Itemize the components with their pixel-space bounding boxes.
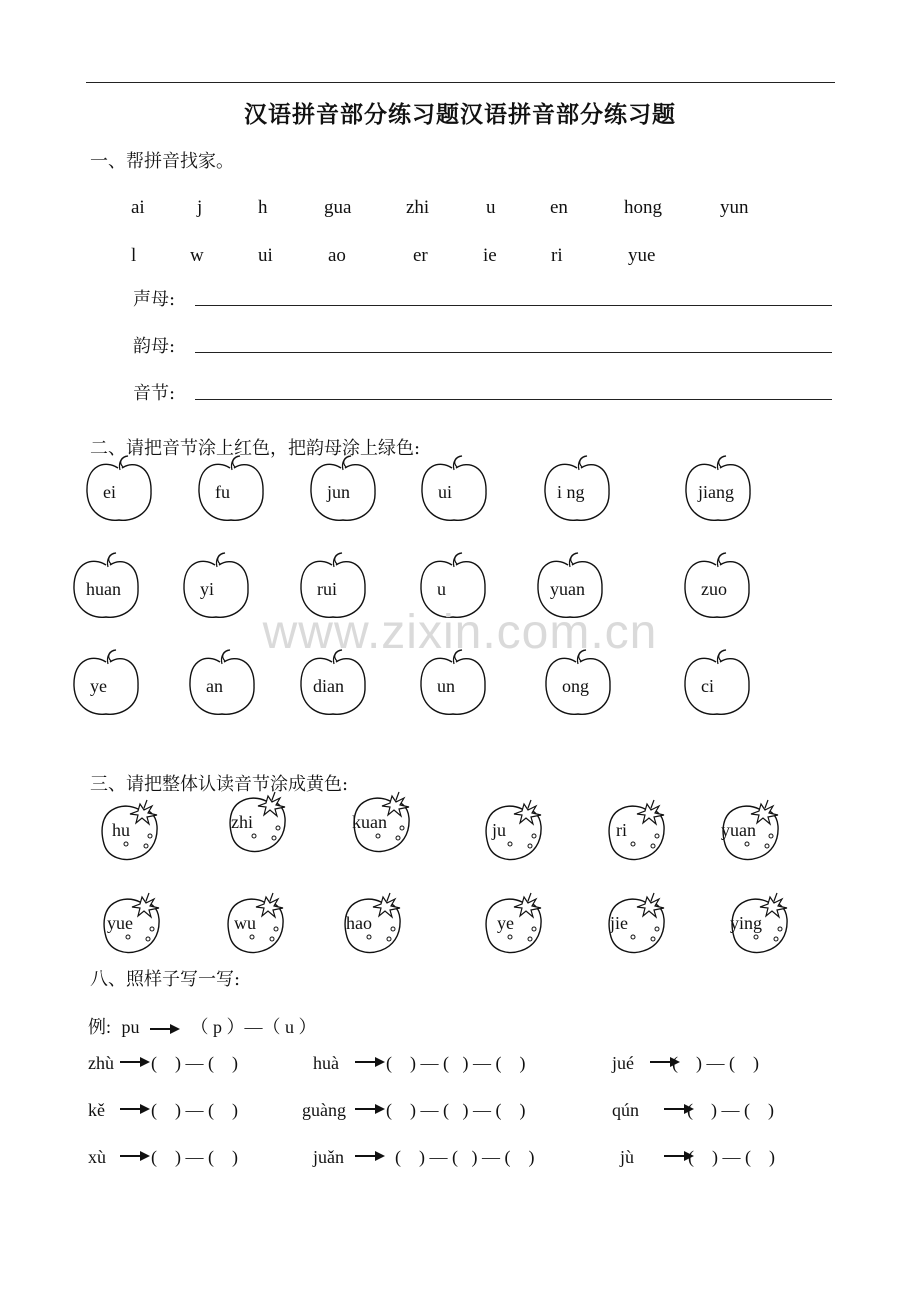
apple-label: u <box>437 579 446 599</box>
page-title: 汉语拼音部分练习题汉语拼音部分练习题 <box>244 101 676 128</box>
exercise-syllable: xù <box>88 1147 106 1167</box>
apple[interactable] <box>545 652 615 722</box>
exercise-answer-slots[interactable]: ( ) — ( ) <box>151 1147 238 1167</box>
apple-label: ye <box>90 676 107 696</box>
pinyin-row1-item: yun <box>720 197 749 218</box>
apple-icon <box>684 652 754 722</box>
pinyin-row2-item: ie <box>483 245 497 266</box>
pinyin-row2-item: yue <box>628 245 656 266</box>
apple-label: jun <box>327 482 351 502</box>
strawberry[interactable] <box>607 893 669 955</box>
strawberry[interactable] <box>607 800 669 862</box>
exercise-syllable: jué <box>612 1053 634 1073</box>
strawberry-label: wu <box>234 913 256 933</box>
exercise-syllable: jù <box>620 1147 635 1167</box>
apple[interactable] <box>685 458 755 528</box>
apple[interactable] <box>420 652 490 722</box>
pinyin-row1-item: en <box>550 197 568 218</box>
strawberry-label: jie <box>610 913 628 933</box>
apple[interactable] <box>198 458 268 528</box>
strawberry-label: ri <box>616 820 627 840</box>
example-answer: （ p ）—（ u ） <box>190 1017 317 1037</box>
arrow-right-icon <box>120 1056 150 1068</box>
strawberry-label: ju <box>492 820 507 840</box>
apple-label: dian <box>313 676 344 696</box>
apple[interactable] <box>421 458 491 528</box>
pinyin-row1-item: h <box>258 197 268 218</box>
strawberry[interactable] <box>102 893 164 955</box>
shengmu-label: 声母: <box>133 289 176 310</box>
exercise-answer-slots[interactable]: ( ) — ( ) — ( ) <box>386 1053 526 1073</box>
apple-icon <box>189 652 259 722</box>
strawberry-label: ying <box>730 913 763 933</box>
pinyin-row2-item: er <box>413 245 428 266</box>
apple-label: ei <box>103 482 116 502</box>
strawberry-label: hu <box>112 820 130 840</box>
apple[interactable] <box>189 652 259 722</box>
pinyin-row1-item: gua <box>324 197 352 218</box>
arrow-right-icon <box>355 1056 385 1068</box>
apple-label: rui <box>317 579 337 599</box>
strawberry-icon <box>484 893 546 955</box>
apple-label: ci <box>701 676 714 696</box>
apple-label: yi <box>200 579 215 599</box>
exercise-answer-slots[interactable]: ( ) — ( ) <box>672 1053 759 1073</box>
apple-label: i ng <box>557 482 585 502</box>
apple[interactable] <box>300 652 370 722</box>
exercise-answer-slots[interactable]: ( ) — ( ) — ( ) <box>386 1100 526 1120</box>
apple-icon <box>421 458 491 528</box>
pinyin-row2-item: w <box>190 245 204 266</box>
apple-label: fu <box>215 482 230 502</box>
exercise-answer-slots[interactable]: ( ) — ( ) <box>151 1100 238 1120</box>
exercise-syllable: kě <box>88 1100 105 1120</box>
strawberry-label: zhi <box>231 812 253 832</box>
arrow-right-icon <box>355 1150 385 1162</box>
exercise-syllable: zhù <box>88 1053 114 1073</box>
watermark: www.zixin.com.cn <box>262 606 658 659</box>
apple-label: ong <box>562 676 589 696</box>
strawberry[interactable] <box>352 792 414 854</box>
arrow-right-icon <box>120 1150 150 1162</box>
strawberry-icon <box>100 800 162 862</box>
apple-label: an <box>206 676 223 696</box>
strawberry[interactable] <box>484 893 546 955</box>
apple[interactable] <box>73 652 143 722</box>
apple-icon <box>73 652 143 722</box>
section8-heading: 八、照样子写一写: <box>90 969 241 990</box>
strawberry[interactable] <box>484 800 546 862</box>
apple-icon <box>420 652 490 722</box>
yunmu-answer-line[interactable] <box>195 352 832 353</box>
strawberry[interactable] <box>721 800 783 862</box>
strawberry-label: hao <box>346 913 372 933</box>
apple-label: huan <box>86 579 121 599</box>
strawberry-label: ye <box>497 913 514 933</box>
strawberry-label: yuan <box>721 820 756 840</box>
apple-label: jiang <box>698 482 734 502</box>
apple-icon <box>198 458 268 528</box>
strawberry[interactable] <box>226 893 288 955</box>
apple-label: un <box>437 676 455 696</box>
pinyin-row2-item: ui <box>258 245 273 266</box>
apple-label: zuo <box>701 579 727 599</box>
arrow-right-icon <box>150 1023 180 1035</box>
pinyin-row2-item: l <box>131 245 137 266</box>
apple-icon <box>86 458 156 528</box>
pinyin-row1-item: j <box>197 197 203 218</box>
apple[interactable] <box>310 458 380 528</box>
pinyin-row2-item: ao <box>328 245 346 266</box>
exercise-syllable: qún <box>612 1100 639 1120</box>
strawberry-label: kuan <box>352 812 387 832</box>
pinyin-row1-item: ai <box>131 197 145 218</box>
apple-label: yuan <box>550 579 585 599</box>
section3-heading: 三、请把整体认读音节涂成黄色: <box>90 774 349 795</box>
exercise-answer-slots[interactable]: ( ) — ( ) <box>688 1147 775 1167</box>
apple[interactable] <box>544 458 614 528</box>
pinyin-row1-item: u <box>486 197 496 218</box>
pinyin-row1-item: zhi <box>406 197 430 218</box>
exercise-answer-slots[interactable]: ( ) — ( ) — ( ) <box>395 1147 535 1167</box>
strawberry[interactable] <box>228 792 290 854</box>
strawberry-label: yue <box>107 913 133 933</box>
exercise-answer-slots[interactable]: ( ) — ( ) <box>687 1100 774 1120</box>
pinyin-row2-item: ri <box>551 245 563 266</box>
apple-label: ui <box>438 482 453 502</box>
strawberry[interactable] <box>100 800 162 862</box>
strawberry[interactable] <box>730 893 792 955</box>
top-rule <box>86 82 835 83</box>
yunmu-label: 韵母: <box>133 336 176 357</box>
arrow-right-icon <box>355 1103 385 1115</box>
example-syllable: pu <box>121 1017 140 1037</box>
yinjie-answer-line[interactable] <box>195 399 832 400</box>
apple[interactable] <box>684 652 754 722</box>
example-row <box>88 1013 317 1039</box>
strawberry[interactable] <box>343 893 405 955</box>
exercise-answer-slots[interactable]: ( ) — ( ) <box>151 1053 238 1073</box>
yinjie-label: 音节: <box>133 383 176 404</box>
exercise-syllable: huà <box>313 1053 339 1073</box>
exercise-syllable: juǎn <box>313 1147 344 1167</box>
pinyin-row1-item: hong <box>624 197 662 218</box>
section1-heading: 一、帮拼音找家。 <box>90 151 234 172</box>
arrow-right-icon <box>120 1103 150 1115</box>
shengmu-answer-line[interactable] <box>195 305 832 306</box>
example-label: 例: <box>88 1017 112 1037</box>
section2-heading: 二、请把音节涂上红色，把韵母涂上绿色: <box>90 438 421 459</box>
exercise-syllable: guàng <box>302 1100 346 1120</box>
apple[interactable] <box>86 458 156 528</box>
